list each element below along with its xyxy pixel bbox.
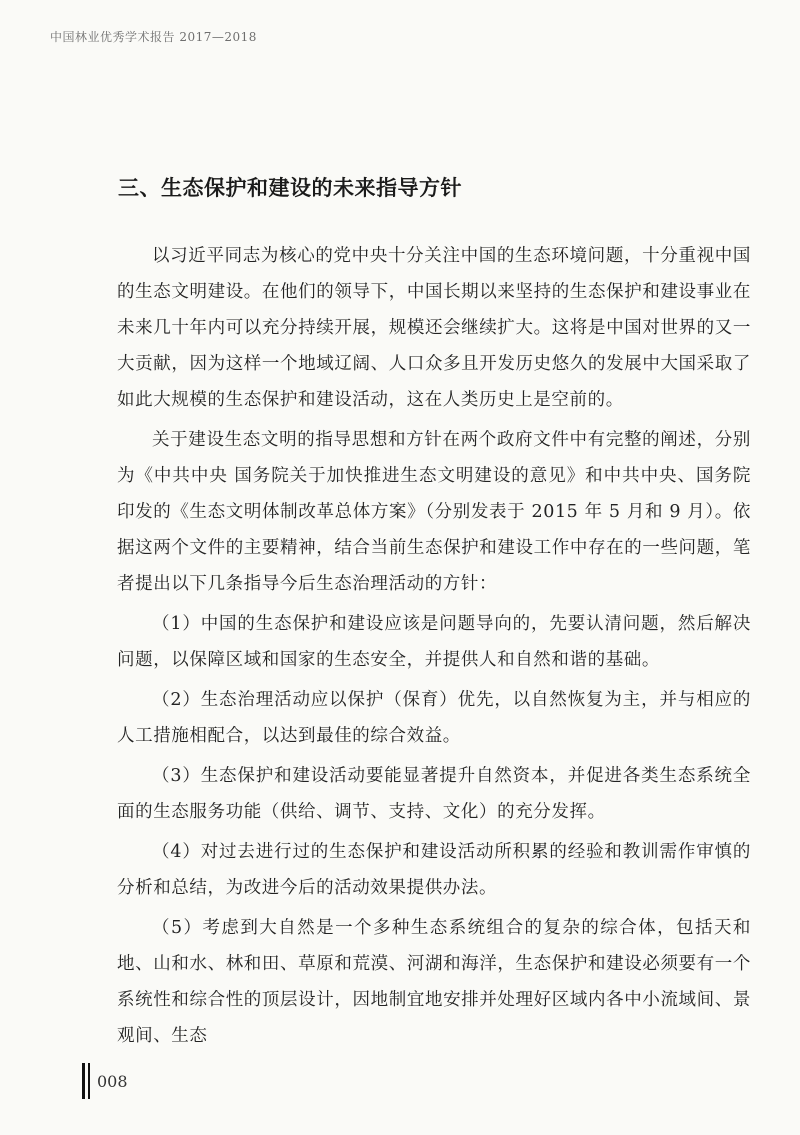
footer-bar [82,1063,85,1099]
paragraph-item-5: （5）考虑到大自然是一个多种生态系统组合的复杂的综合体，包括天和地、山和水、林和田、草原和荒漠、河湖和海洋，生态保护和建设必须要有一个系统性和综合性的顶层设计，因地制宜地安排并处理好区域内各中小流域间、景观间、生态 [117,918,751,1046]
footer-bar-thin [88,1063,90,1099]
page-number: 008 [97,1071,128,1091]
paragraph-item-4: （4）对过去进行过的生态保护和建设活动所积累的经验和教训需作审慎的分析和总结，为改进今后的活动效果提供办法。 [117,842,751,898]
paragraph-item-1: （1）中国的生态保护和建设应该是问题导向的，先要认清问题，然后解决问题，以保障区域和国家的生态安全，并提供人和自然和谐的基础。 [117,614,751,670]
paragraph-guidelines: 关于建设生态文明的指导思想和方针在两个政府文件中有完整的阐述，分别为《中共中央 国务院关于加快推进生态文明建设的意见》和中共中央、国务院印发的《生态文明体制改革总体方案》（分别发表于 2015 年 5 月和 9 月）。依据这两个文件的主要精神，结合当前生态保护和建设工作中存在的一些问题，笔者提出以下几条指导今后生态治理活动的方针： [117,430,751,594]
paragraph-item-2: （2）生态治理活动应以保护（保育）优先，以自然恢复为主，并与相应的人工措施相配合，以达到最佳的综合效益。 [117,690,751,746]
body-text [117,238,751,1054]
paragraph-intro: 以习近平同志为核心的党中央十分关注中国的生态环境问题，十分重视中国的生态文明建设。在他们的领导下，中国长期以来坚持的生态保护和建设事业在未来几十年内可以充分持续开展，规模还会继续扩大。这将是中国对世界的又一大贡献，因为这样一个地域辽阔、人口众多且开发历史悠久的发展中大国采取了如此大规模的生态保护和建设活动，这在人类历史上是空前的。 [117,246,751,410]
running-header: 中国林业优秀学术报告 2017—2018 [50,30,257,44]
paragraph-item-3: （3）生态保护和建设活动要能显著提升自然资本，并促进各类生态系统全面的生态服务功能（供给、调节、支持、文化）的充分发挥。 [117,766,751,822]
section-title: 三、生态保护和建设的未来指导方针 [118,176,462,200]
page-footer [82,1063,128,1099]
